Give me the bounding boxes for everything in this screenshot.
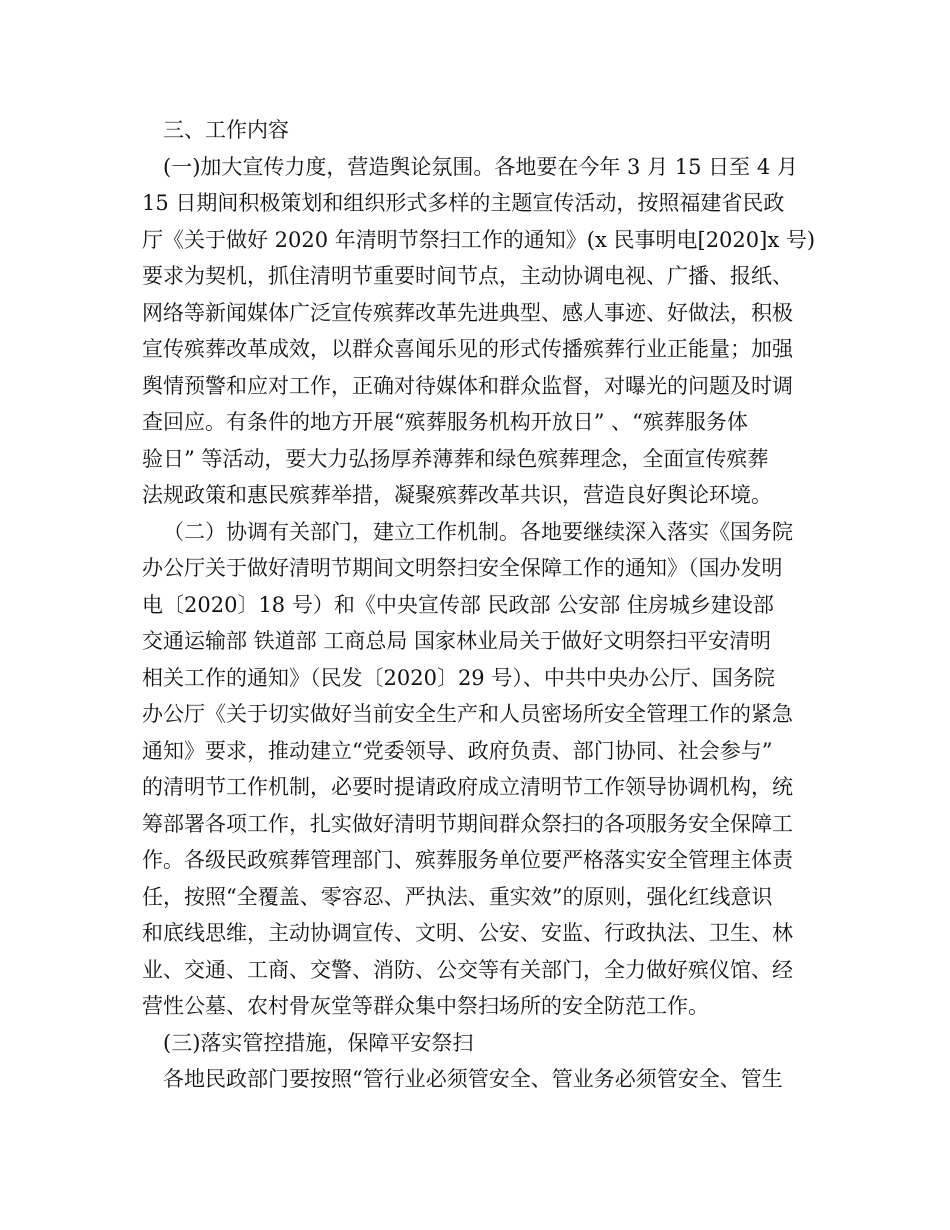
paragraph-line: 业、交通、工商、交警、消防、公交等有关部门，全力做好殡仪馆、经 <box>142 957 793 982</box>
paragraph-line: 和底线思维，主动协调宣传、文明、公安、安监、行政执法、卫生、林 <box>142 921 793 945</box>
paragraph-line: 相关工作的通知》（民发〔2020〕29 号）、中共中央办公厅、国务院 <box>142 665 775 690</box>
paragraph-line: 法规政策和惠民殡葬举措，凝聚殡葬改革共识，营造良好舆论环境。 <box>142 483 772 507</box>
paragraph-line: 厅《关于做好 2020 年清明节祭扫工作的通知》(x 民事明电[2020]x 号) <box>142 227 816 252</box>
paragraph-line: 办公厅关于做好清明节期间文明祭扫安全保障工作的通知》（国办发明 <box>142 556 783 580</box>
paragraph-coordination <box>142 514 822 1025</box>
paragraph-line: 网络等新闻媒体广泛宣传殡葬改革先进典型、感人事迹、好做法，积极 <box>142 300 793 325</box>
paragraph-line: 查回应。有条件的地方开展“殡葬服务机构开放日” 、“殡葬服务体 <box>142 410 748 434</box>
paragraph-line: 的清明节工作机制，必要时提请政府成立清明节工作领导协调机构，统 <box>142 775 793 799</box>
paragraph-line: 交通运输部 铁道部 工商总局 国家林业局关于做好文明祭扫平安清明 <box>142 629 772 653</box>
document-body <box>142 112 822 1098</box>
paragraph-publicity <box>142 149 822 514</box>
paragraph-line: 15 日期间积极策划和组织形式多样的主题宣传活动，按照福建省民政 <box>142 191 785 215</box>
paragraph-line: 各地民政部门要按照“管行业必须管安全、管业务必须管安全、管生 <box>163 1067 783 1091</box>
paragraph-line: 作。各级民政殡葬管理部门、殡葬服务单位要严格落实安全管理主体责 <box>142 848 793 872</box>
paragraph-line: 宣传殡葬改革成效，以群众喜闻乐见的形式传播殡葬行业正能量；加强 <box>142 337 793 361</box>
paragraph-line: 舆情预警和应对工作，正确对待媒体和群众监督，对曝光的问题及时调 <box>142 373 793 398</box>
paragraph-line: 验日” 等活动，要大力弘扬厚养薄葬和绿色殡葬理念，全面宣传殡葬 <box>142 446 769 471</box>
paragraph-line: 通知》要求，推动建立“党委领导、政府负责、部门协同、社会参与” <box>142 738 773 763</box>
paragraph-line: 办公厅《关于切实做好当前安全生产和人员密场所安全管理工作的紧急 <box>142 702 793 726</box>
paragraph-line: （二）协调有关部门，建立工作机制。各地要继续深入落实《国务院 <box>163 519 793 544</box>
section-heading: 三、工作内容 <box>163 118 289 142</box>
paragraph-line: 电〔2020〕18 号）和《中央宣传部 民政部 公安部 住房城乡建设部 <box>142 592 774 617</box>
paragraph-line: (一)加大宣传力度，营造舆论氛围。各地要在今年 3 月 15 日至 4 月 <box>163 154 798 179</box>
paragraph-line: 要求为契机，抓住清明节重要时间节点，主动协调电视、广播、报纸、 <box>142 264 793 288</box>
subsection-heading: (三)落实管控措施，保障平安祭扫 <box>163 1030 474 1055</box>
paragraph-line: 筹部署各项工作，扎实做好清明节期间群众祭扫的各项服务安全保障工 <box>142 811 793 836</box>
paragraph-line: 营性公墓、农村骨灰堂等群众集中祭扫场所的安全防范工作。 <box>142 994 709 1018</box>
paragraph-line: 任，按照“全覆盖、零容忍、严执法、重实效”的原则，强化红线意识 <box>142 884 773 909</box>
